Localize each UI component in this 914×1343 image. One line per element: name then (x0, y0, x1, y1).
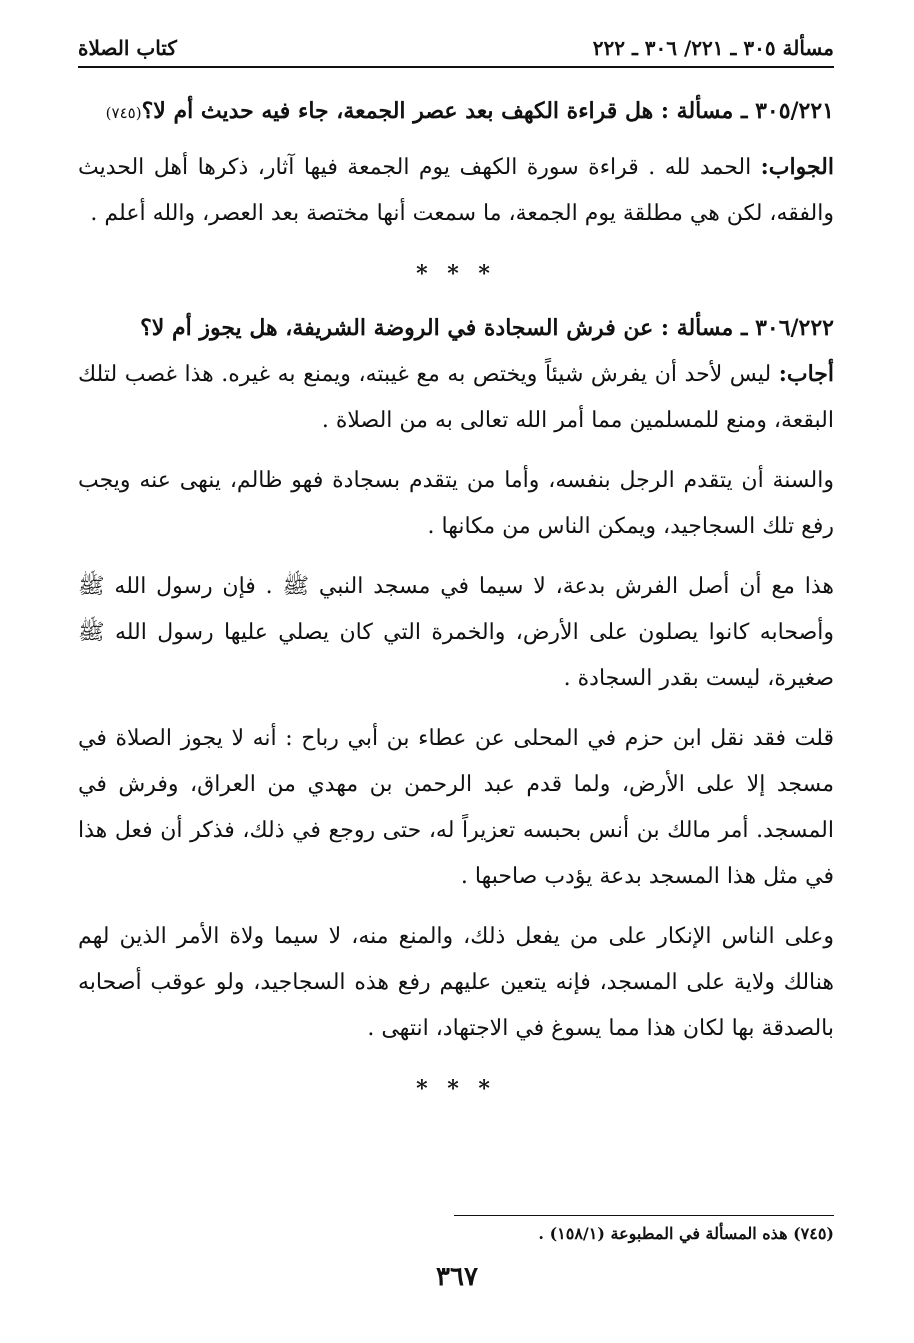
answer-2-paragraph-1 (78, 351, 834, 444)
header-divider (78, 66, 834, 68)
question-1-text: ٣٠٥/٢٢١ ـ مسألة : هل قراءة الكهف بعد عصر الجمعة، جاء فيه حديث أم لا؟ (141, 98, 834, 124)
page-number: ٣٦٧ (436, 1262, 478, 1292)
section-separator-2: * * * (416, 1076, 496, 1102)
question-heading-2: ٣٠٦/٢٢٢ ـ مسألة : عن فرش السجادة في الروضة الشريفة، هل يجوز أم لا؟ (140, 315, 834, 341)
spacer (78, 136, 834, 144)
header-book-title: كتاب الصلاة (78, 36, 177, 60)
footnote-reference: (٧٤٥) (105, 104, 142, 122)
answer-1-text: الحمد لله . قراءة سورة الكهف يوم الجمعة فيها آثار، ذكرها أهل الحديث والفقه، لكن هي مطلقة يوم الجمعة، ما سمعت أنها مختصة بعد العصر، والله أعلم . (78, 155, 834, 226)
footnote-divider (454, 1215, 834, 1216)
question-heading-1 (78, 88, 834, 136)
answer-2-paragraph-5: وعلى الناس الإنكار على من يفعل ذلك، والمنع منه، لا سيما ولاة الأمر الذين لهم هنالك ولاية على المسجد، فإنه يتعين عليهم رفع هذه السجاجيد، ولو عوقب أصحابه بالصدقة بها لكان هذا مما يسوغ في الاجتهاد، انتهى . (78, 924, 834, 1041)
header-question-numbers: مسألة ٣٠٥ ـ ٢٢١/ ٣٠٦ ـ ٢٢٢ (592, 36, 834, 60)
footnote: (٧٤٥) هذه المسألة في المطبوعة (١٥٨/١) . (538, 1224, 834, 1243)
answer-2-paragraph-4: قلت فقد نقل ابن حزم في المحلى عن عطاء بن أبي رباح : أنه لا يجوز الصلاة في مسجد إلا على الأرض، ولما قدم عبد الرحمن بن مهدي من العراق، وفرش في المسجد. أمر مالك بن أنس بحبسه تعزيراً له، حتى روجع في ذلك، فذكر أن فعل هذا في مثل هذا المسجد بدعة يؤدب صاحبها . (78, 726, 834, 889)
section-separator: * * * (416, 261, 496, 287)
answer-2-paragraph-3: هذا مع أن أصل الفرش بدعة، لا سيما في مسجد النبي ﷺ . فإن رسول الله ﷺ وأصحابه كانوا يصلون على الأرض، والخمرة التي كان يصلي عليها رسول الله ﷺ صغيرة، ليست بقدر السجادة . (78, 574, 834, 691)
answer-2-text-1: ليس لأحد أن يفرش شيئاً ويختص به مع غيبته، ويمنع به غيره. هذا غصب لتلك البقعة، ومنع للمسلمين مما أمر الله تعالى به من الصلاة . (78, 362, 834, 433)
answer-2-label: أجاب: (778, 361, 834, 387)
answer-1-label: الجواب: (760, 154, 834, 180)
page-body (78, 88, 834, 1120)
answer-1-paragraph (78, 144, 834, 237)
answer-2-paragraph-2: والسنة أن يتقدم الرجل بنفسه، وأما من يتقدم بسجادة فهو ظالم، ينهى عنه ويجب رفع تلك السجاجيد، ويمكن الناس من مكانها . (78, 468, 834, 539)
running-header (78, 30, 834, 60)
